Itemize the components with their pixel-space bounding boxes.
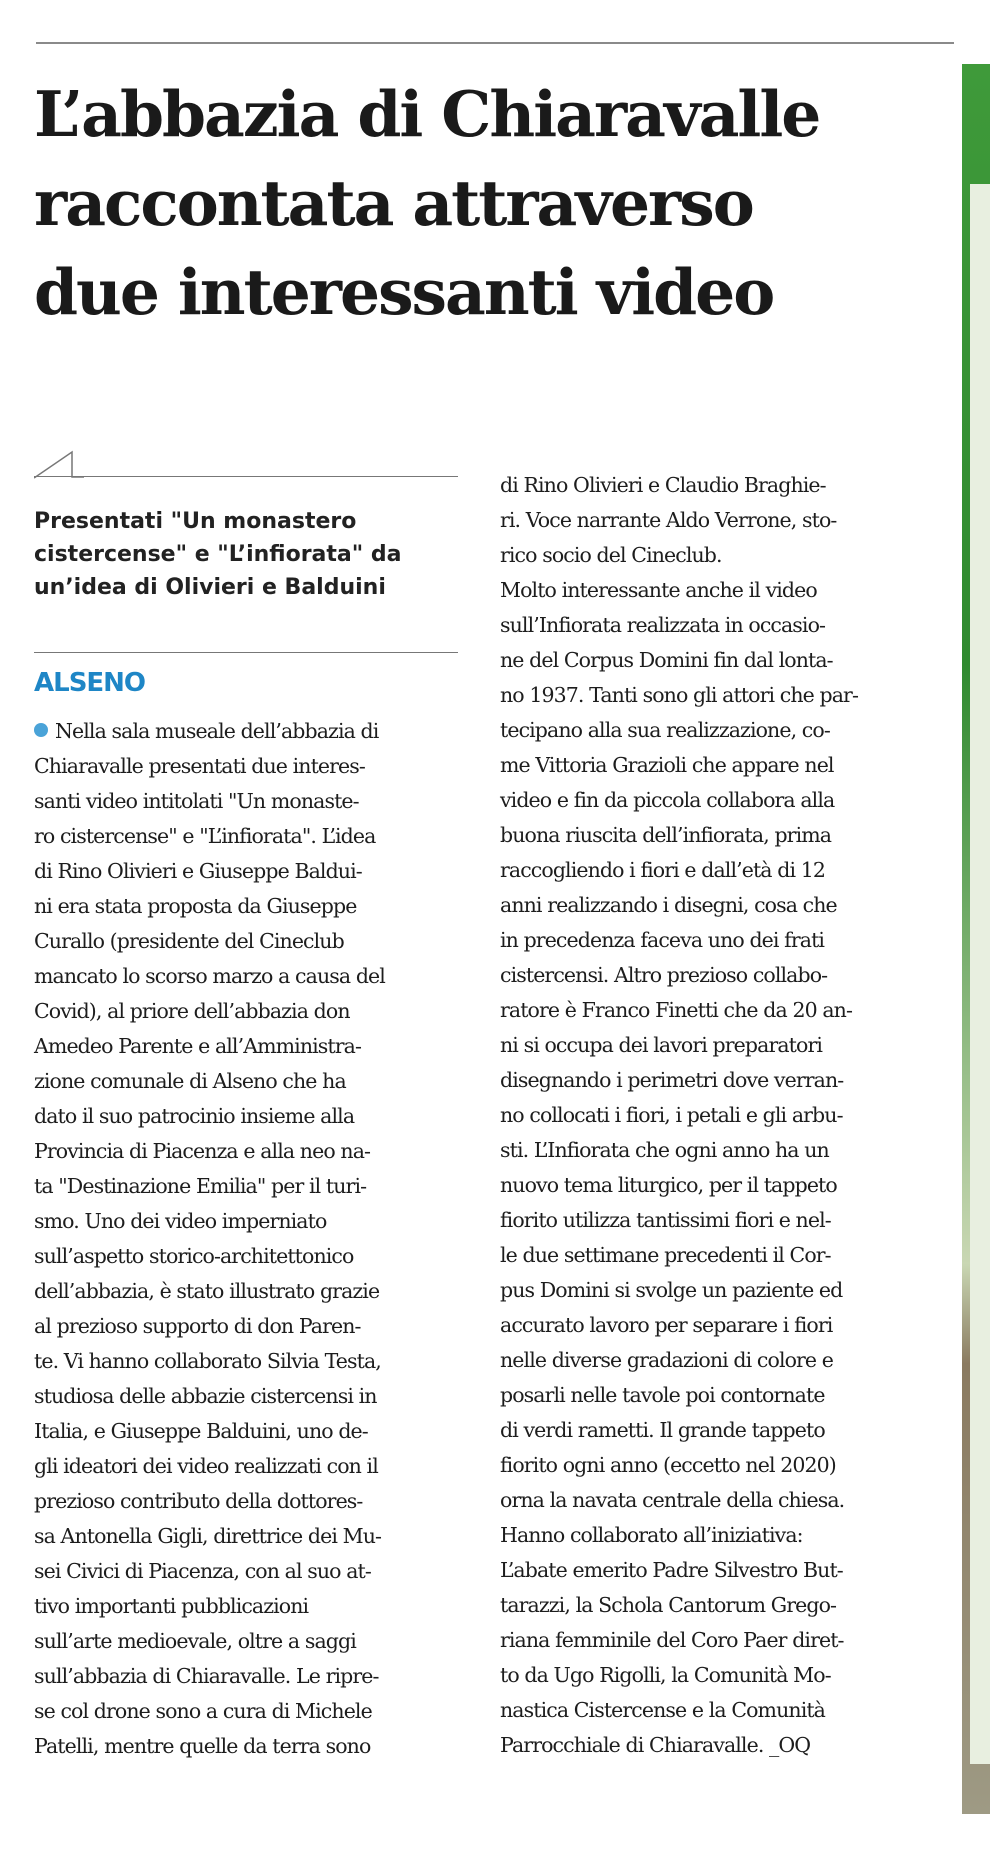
body-line: accurato lavoro per separare i fiori [500,1313,833,1337]
body-line: nelle diverse gradazioni di colore e [500,1348,834,1372]
body-line: sull’abbazia di Chiaravalle. Le ripre- [34,1664,379,1688]
body-line: di Rino Olivieri e Giuseppe Baldui- [34,859,362,883]
body-line: santi video intitolati "Un monaste- [34,789,359,813]
body-line: le due settimane precedenti il Cor- [500,1243,831,1267]
body-line: Parrocchiale di Chiaravalle. _OQ [500,1733,811,1757]
dateline-place: ALSENO [34,668,146,698]
body-line: gli ideatori dei video realizzati con il [34,1454,378,1478]
body-line: rico socio del Cineclub. [500,543,722,567]
body-line: Curallo (presidente del Cineclub [34,929,344,953]
body-line: al prezioso supporto di don Paren- [34,1314,361,1338]
body-line: nuovo tema liturgico, per il tappeto [500,1173,837,1197]
headline-line: L’abbazia di Chiaravalle [34,77,820,151]
body-line: buona riuscita dell’infiorata, prima [500,823,832,847]
body-line: to da Ugo Rigolli, la Comunità Mo- [500,1663,831,1687]
body-line: posarli nelle tavole poi contornate [500,1383,825,1407]
body-line: fiorito ogni anno (eccetto nel 2020) [500,1453,836,1477]
body-line: riana femminile del Coro Paer diret- [500,1628,844,1652]
body-line: se col drone sono a cura di Michele [34,1699,372,1723]
body-line: sull’Infiorata realizzata in occasio- [500,613,826,637]
body-line: no collocati i fiori, i petali e gli arbu- [500,1103,843,1127]
body-line: Amedeo Parente e all’Amministra- [34,1034,362,1058]
body-line: smo. Uno dei video imperniato [34,1209,327,1233]
body-column-1 [34,714,464,1764]
body-line: Italia, e Giuseppe Balduini, uno de- [34,1419,368,1443]
body-line [34,714,464,749]
body-line: sti. L’Infiorata che ogni anno ha un [500,1138,829,1162]
body-line: video e fin da piccola collabora alla [500,788,835,812]
body-line: ni era stata proposta da Giuseppe [34,894,357,918]
body-line: sei Civici di Piacenza, con al suo at- [34,1559,371,1583]
body-column-2 [500,468,930,1763]
body-line: zione comunale di Alseno che ha [34,1069,346,1093]
body-line: sa Antonella Gigli, direttrice dei Mu- [34,1524,382,1548]
bullet-dot-icon [34,723,48,737]
body-line: pus Domini si svolge un paziente ed [500,1278,843,1302]
headline-line: due interessanti video [34,255,774,329]
body-line: Chiaravalle presentati due interes- [34,754,365,778]
body-line: ro cistercense" e "L’infiorata". L’idea [34,824,376,848]
body-line: prezioso contributo della dottores- [34,1489,363,1513]
body-line: sull’arte medioevale, oltre a saggi [34,1629,356,1653]
subhead-line: cistercense" e "L’infiorata" da [34,542,402,567]
body-line: dell’abbazia, è stato illustrato grazie [34,1279,380,1303]
body-line: mancato lo scorso marzo a causa del [34,964,385,988]
body-line: Patelli, mentre quelle da terra sono [34,1734,371,1758]
body-line: disegnando i perimetri dove verran- [500,1068,844,1092]
body-line: tarazzi, la Schola Cantorum Grego- [500,1593,837,1617]
body-line: anni realizzando i disegni, cosa che [500,893,837,917]
subhead-bottom-rule [34,652,458,653]
body-line: di verdi rametti. Il grande tappeto [500,1418,825,1442]
body-line: fiorito utilizza tantissimi fiori e nel- [500,1208,831,1232]
body-line: studiosa delle abbazie cistercensi in [34,1384,377,1408]
body-line: di Rino Olivieri e Claudio Braghie- [500,473,826,497]
body-line: tecipano alla sua realizzazione, co- [500,718,830,742]
headline-line: raccontata attraverso [34,166,753,240]
subhead-line: Presentati "Un monastero [34,509,357,534]
headline [34,70,934,337]
body-line: tivo importanti pubblicazioni [34,1594,309,1618]
body-line: nastica Cistercense e la Comunità [500,1698,826,1722]
body-line: sull’aspetto storico-architettonico [34,1244,354,1268]
body-line: ta "Destinazione Emilia" per il turi- [34,1174,367,1198]
body-line: ne del Corpus Domini fin dal lonta- [500,648,833,672]
subheadline [34,505,464,604]
body-line-text: Nella sala museale dell’abbazia di [55,719,379,743]
adjacent-article-strip [962,64,990,1814]
body-line: no 1937. Tanti sono gli attori che par- [500,683,858,707]
body-line: in precedenza faceva uno dei frati [500,928,825,952]
body-line: dato il suo patrocinio insieme alla [34,1104,355,1128]
body-line: ni si occupa dei lavori preparatori [500,1033,822,1057]
body-line: raccogliendo i fiori e dall’età di 12 [500,858,826,882]
body-line: Hanno collaborato all’iniziativa: [500,1523,803,1547]
body-line: orna la navata centrale della chiesa. [500,1488,845,1512]
subhead-line: un’idea di Olivieri e Balduini [34,575,386,600]
body-line: ri. Voce narrante Aldo Verrone, sto- [500,508,837,532]
body-line: Molto interessante anche il video [500,578,817,602]
body-line: L’abate emerito Padre Silvestro But- [500,1558,843,1582]
body-line: Provincia di Piacenza e alla neo na- [34,1139,371,1163]
body-line: Covid), al priore dell’abbazia don [34,999,350,1023]
subhead-top-rule [34,476,458,477]
body-line: me Vittoria Grazioli che appare nel [500,753,834,777]
top-rule [36,42,954,44]
body-line: ratore è Franco Finetti che da 20 an- [500,998,852,1022]
body-line: cistercensi. Altro prezioso collabo- [500,963,828,987]
body-line: te. Vi hanno collaborato Silvia Testa, [34,1349,381,1373]
